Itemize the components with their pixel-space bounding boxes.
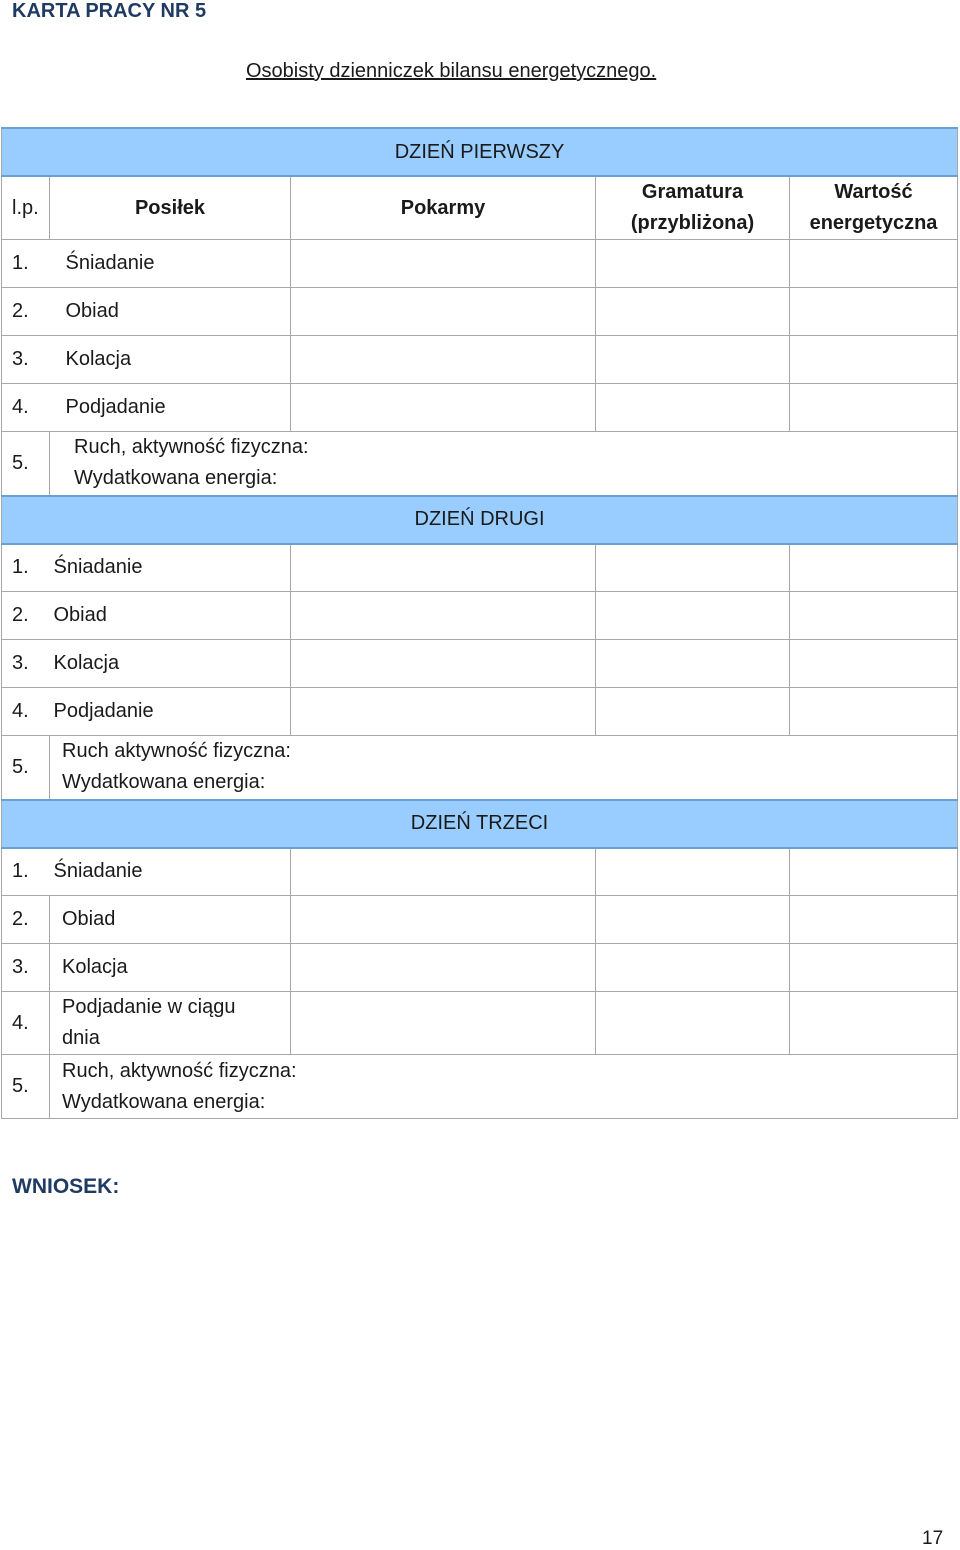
table-row <box>2 896 958 944</box>
energy-balance-table <box>1 127 958 1119</box>
food-cell[interactable] <box>291 944 596 992</box>
energy-spent-label: Wydatkowana energia: <box>74 467 278 490</box>
row-number: 4. <box>2 384 50 432</box>
amount-cell[interactable] <box>596 640 790 688</box>
energy-cell[interactable] <box>790 848 958 896</box>
activity-cell[interactable] <box>50 1055 958 1119</box>
row-number: 1. <box>2 848 50 896</box>
table-row <box>2 992 958 1055</box>
activity-row <box>2 432 958 496</box>
food-cell[interactable] <box>291 992 596 1055</box>
table-row <box>2 592 958 640</box>
amount-cell[interactable] <box>596 544 790 592</box>
meal-label: Kolacja <box>50 640 291 688</box>
meal-label: Obiad <box>50 592 291 640</box>
energy-cell[interactable] <box>790 544 958 592</box>
row-number: 5. <box>2 432 50 496</box>
day-2-header-row <box>2 496 958 544</box>
energy-cell[interactable] <box>790 336 958 384</box>
row-number: 2. <box>2 592 50 640</box>
row-number: 1. <box>2 240 50 288</box>
row-number: 2. <box>2 896 50 944</box>
energy-cell[interactable] <box>790 640 958 688</box>
activity-cell[interactable] <box>50 432 958 496</box>
table-row <box>2 384 958 432</box>
energy-cell[interactable] <box>790 240 958 288</box>
energy-cell[interactable] <box>790 688 958 736</box>
amount-cell[interactable] <box>596 336 790 384</box>
table-row <box>2 640 958 688</box>
col-amount-header: Gramatura (przybliżona) <box>596 176 790 240</box>
food-cell[interactable] <box>291 544 596 592</box>
row-number: 4. <box>2 992 50 1055</box>
amount-cell[interactable] <box>596 992 790 1055</box>
worksheet-title: KARTA PRACY NR 5 <box>12 0 207 22</box>
row-number: 2. <box>2 288 50 336</box>
diary-subtitle: Osobisty dzienniczek bilansu energetycznego. <box>246 60 657 82</box>
col-lp-header: l.p. <box>2 176 50 240</box>
row-number: 3. <box>2 640 50 688</box>
amount-cell[interactable] <box>596 592 790 640</box>
day-1-title: DZIEŃ PIERWSZY <box>2 128 958 176</box>
meal-label <box>50 992 291 1055</box>
activity-cell[interactable] <box>50 736 958 800</box>
row-number: 5. <box>2 736 50 800</box>
table-row <box>2 336 958 384</box>
row-number: 3. <box>2 336 50 384</box>
energy-cell[interactable] <box>790 992 958 1055</box>
row-number: 3. <box>2 944 50 992</box>
activity-row <box>2 1055 958 1119</box>
energy-cell[interactable] <box>790 944 958 992</box>
meal-label: Obiad <box>50 288 291 336</box>
conclusion-label: WNIOSEK: <box>12 1175 120 1198</box>
amount-cell[interactable] <box>596 288 790 336</box>
food-cell[interactable] <box>291 848 596 896</box>
amount-cell[interactable] <box>596 688 790 736</box>
table-row <box>2 848 958 896</box>
col-energy-header: Wartość energetyczna <box>790 176 958 240</box>
meal-label: Kolacja <box>50 336 291 384</box>
day-1-header-row <box>2 128 958 176</box>
meal-label: Podjadanie <box>50 688 291 736</box>
row-number: 4. <box>2 688 50 736</box>
table-row <box>2 544 958 592</box>
energy-spent-label: Wydatkowana energia: <box>62 771 266 794</box>
activity-row <box>2 736 958 800</box>
activity-label: Ruch aktywność fizyczna: <box>62 740 291 763</box>
meal-label: Śniadanie <box>50 848 291 896</box>
food-cell[interactable] <box>291 336 596 384</box>
meal-label: Śniadanie <box>50 240 291 288</box>
amount-cell[interactable] <box>596 240 790 288</box>
amount-cell[interactable] <box>596 848 790 896</box>
activity-label: Ruch, aktywność fizyczna: <box>74 436 309 459</box>
energy-cell[interactable] <box>790 896 958 944</box>
energy-spent-label: Wydatkowana energia: <box>62 1090 266 1113</box>
page-number: 17 <box>922 1528 944 1549</box>
table-row <box>2 688 958 736</box>
table-row <box>2 288 958 336</box>
food-cell[interactable] <box>291 640 596 688</box>
food-cell[interactable] <box>291 288 596 336</box>
meal-label: Obiad <box>50 896 291 944</box>
table-row <box>2 944 958 992</box>
energy-cell[interactable] <box>790 288 958 336</box>
day-3-header-row <box>2 800 958 848</box>
food-cell[interactable] <box>291 896 596 944</box>
energy-cell[interactable] <box>790 592 958 640</box>
food-cell[interactable] <box>291 688 596 736</box>
food-cell[interactable] <box>291 384 596 432</box>
row-number: 5. <box>2 1055 50 1119</box>
column-header-row <box>2 176 958 240</box>
meal-label: Śniadanie <box>50 544 291 592</box>
day-2-title: DZIEŃ DRUGI <box>2 496 958 544</box>
activity-label: Ruch, aktywność fizyczna: <box>62 1059 297 1082</box>
day-3-title: DZIEŃ TRZECI <box>2 800 958 848</box>
amount-cell[interactable] <box>596 896 790 944</box>
row-number: 1. <box>2 544 50 592</box>
col-meal-header: Posiłek <box>50 176 291 240</box>
meal-label-line1: Podjadanie w ciągu <box>62 996 236 1018</box>
amount-cell[interactable] <box>596 944 790 992</box>
meal-label-line2: dnia <box>62 1027 100 1049</box>
food-cell[interactable] <box>291 240 596 288</box>
col-food-header: Pokarmy <box>291 176 596 240</box>
meal-label: Kolacja <box>50 944 291 992</box>
food-cell[interactable] <box>291 592 596 640</box>
energy-cell[interactable] <box>790 384 958 432</box>
amount-cell[interactable] <box>596 384 790 432</box>
meal-label: Podjadanie <box>50 384 291 432</box>
table-row <box>2 240 958 288</box>
